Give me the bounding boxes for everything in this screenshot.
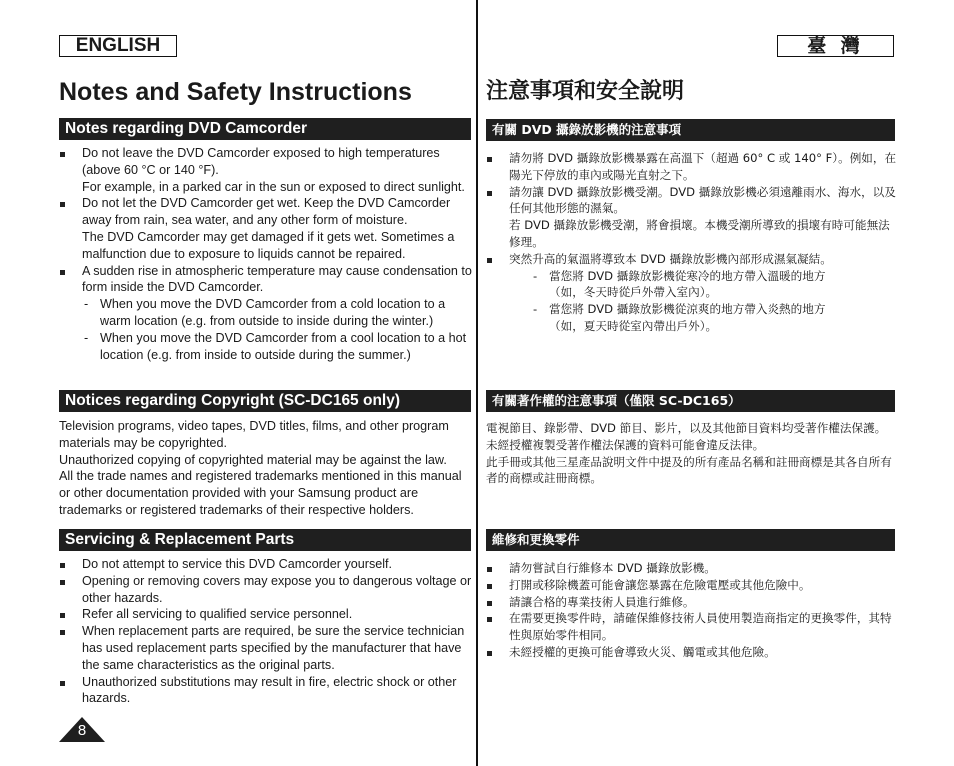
section-dvd-notes-tw bbox=[486, 150, 898, 335]
list-item: 請勿將 DVD 攝錄放影機暴露在高溫下（超過 60° C 或 140° F）。例如，在陽光下停放的車內或陽光直射之下。 bbox=[486, 150, 898, 184]
list-item: 請勿嘗試自行維修本 DVD 攝錄放影機。 bbox=[486, 560, 898, 577]
page-title-english: Notes and Safety Instructions bbox=[59, 78, 412, 106]
section-heading-servicing-tw: 維修和更換零件 bbox=[486, 529, 895, 551]
page-number-badge bbox=[59, 717, 105, 742]
item-text: （如，冬天時從戶外帶入室內）。 bbox=[549, 285, 718, 300]
list-item bbox=[59, 263, 473, 364]
item-text: For example, in a parked car in the sun or exposed to direct sunlight. bbox=[82, 179, 465, 194]
item-text: - 當您將 DVD 攝錄放影機從涼爽的地方帶入炎熱的地方 bbox=[549, 302, 826, 317]
section-heading-dvd-notes: Notes regarding DVD Camcorder bbox=[59, 118, 471, 140]
section-heading-copyright-tw: 有關著作權的注意事項（僅限 SC-DC165） bbox=[486, 390, 895, 412]
list-item: 未經授權的更換可能會導致火災、觸電或其他危險。 bbox=[486, 644, 898, 661]
page-title-chinese: 注意事項和安全說明 bbox=[486, 79, 685, 104]
paragraph: 此手冊或其他三星產品說明文件中提及的所有產品名稱和註冊商標是其各自所有者的商標或註冊商標。 bbox=[486, 454, 892, 486]
sub-list-item bbox=[509, 301, 898, 335]
language-label-taiwan: 臺 灣 bbox=[777, 35, 894, 57]
item-text: 突然升高的氣溫將導致本 DVD 攝錄放影機內部形成濕氣凝結。 bbox=[509, 251, 832, 266]
section-heading-copyright: Notices regarding Copyright (SC-DC165 only) bbox=[59, 390, 471, 412]
list-item: Opening or removing covers may expose you to dangerous voltage or other hazards. bbox=[59, 573, 473, 607]
paragraph: 未經授權複製受著作權法保護的資料可能會違反法律。 bbox=[486, 437, 765, 452]
column-divider bbox=[476, 0, 478, 766]
paragraph: Television programs, video tapes, DVD titles, films, and other program materials may be copyrighted. bbox=[59, 419, 449, 450]
sub-list-item bbox=[509, 268, 898, 302]
section-heading-servicing: Servicing & Replacement Parts bbox=[59, 529, 471, 551]
list-item: When replacement parts are required, be sure the service technician has used replacement parts specified by the manufacturer that have the same characteristics as the original parts. bbox=[59, 623, 473, 673]
item-text: Do not leave the DVD Camcorder exposed to high temperatures (above 60 °C or 140 °F). bbox=[82, 146, 440, 177]
section-servicing-en bbox=[59, 556, 473, 707]
item-text: 請勿讓 DVD 攝錄放影機受潮。DVD 攝錄放影機必須遠離雨水、海水，以及任何其他形態的濕氣。 bbox=[509, 184, 896, 216]
item-text: - 當您將 DVD 攝錄放影機從寒冷的地方帶入溫暖的地方 bbox=[549, 268, 826, 283]
item-text: A sudden rise in atmospheric temperature may cause condensation to form inside the DVD Camcorder. bbox=[82, 263, 472, 295]
list-item: 打開或移除機蓋可能會讓您暴露在危險電壓或其他危險中。 bbox=[486, 577, 898, 594]
sub-list-item: - When you move the DVD Camcorder from a cool location to a hot location (e.g. from inside to outside during the summer.) bbox=[82, 330, 473, 364]
section-dvd-notes-en bbox=[59, 145, 473, 363]
list-item: Unauthorized substitutions may result in fire, electric shock or other hazards. bbox=[59, 674, 473, 708]
list-item: Refer all servicing to qualified service personnel. bbox=[59, 606, 473, 623]
sub-list-item: - When you move the DVD Camcorder from a cold location to a warm location (e.g. from outside to inside during the winter.) bbox=[82, 296, 473, 330]
section-servicing-tw bbox=[486, 560, 898, 661]
page-number: 8 bbox=[77, 722, 87, 739]
item-text: （如，夏天時從室內帶出戶外）。 bbox=[549, 318, 718, 333]
list-item: 請讓合格的專業技術人員進行維修。 bbox=[486, 594, 898, 611]
language-label-english: ENGLISH bbox=[59, 35, 177, 57]
paragraph: 電視節目、錄影帶、DVD 節目、影片，以及其他節目資料均受著作權法保護。 bbox=[486, 421, 887, 435]
section-copyright-en bbox=[59, 418, 473, 519]
item-text: Do not let the DVD Camcorder get wet. Keep the DVD Camcorder away from rain, sea water, and any other form of moisture. bbox=[82, 196, 451, 228]
list-item bbox=[486, 184, 898, 251]
section-copyright-tw bbox=[486, 420, 898, 487]
paragraph: Unauthorized copying of copyrighted material may be against the law. bbox=[59, 452, 447, 467]
section-heading-dvd-notes-tw: 有關 DVD 攝錄放影機的注意事項 bbox=[486, 119, 895, 141]
list-item bbox=[59, 195, 473, 262]
list-item bbox=[59, 145, 473, 195]
list-item: 在需要更換零件時，請確保維修技術人員使用製造商指定的更換零件，其特性與原始零件相同。 bbox=[486, 610, 898, 644]
paragraph: All the trade names and registered trademarks mentioned in this manual or other documentation provided with your Samsung product are trademarks or registered trademarks of their respective holders. bbox=[59, 469, 462, 517]
item-text: The DVD Camcorder may get damaged if it gets wet. Sometimes a malfunction due to exposure to liquids cannot be repaired. bbox=[82, 229, 455, 261]
item-text: 若 DVD 攝錄放影機受潮，將會損壞。本機受潮所導致的損壞有時可能無法修理。 bbox=[509, 218, 890, 249]
list-item: Do not attempt to service this DVD Camcorder yourself. bbox=[59, 556, 473, 573]
list-item bbox=[486, 251, 898, 335]
